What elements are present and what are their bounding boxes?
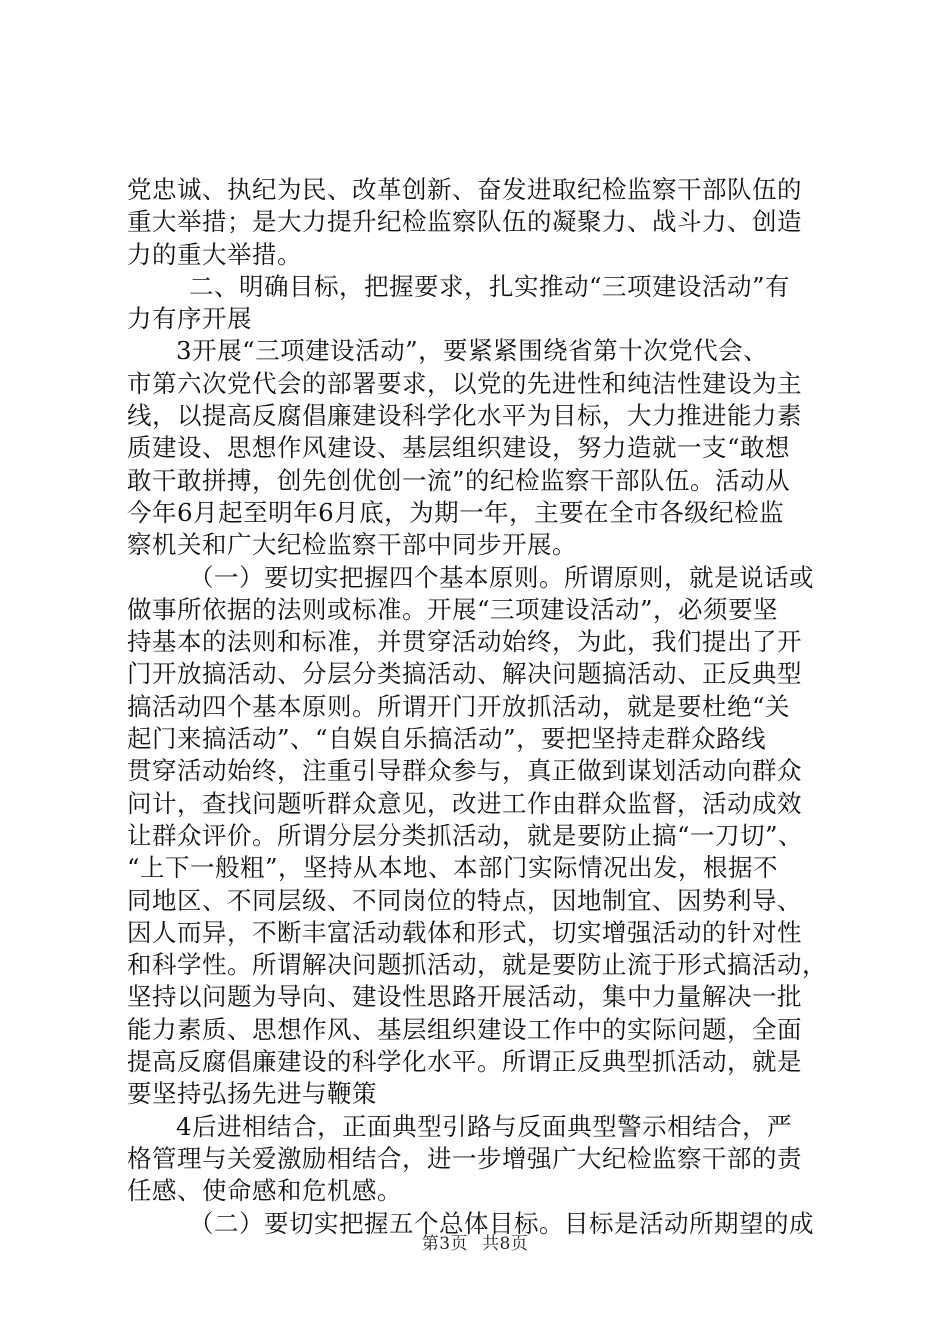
text-line: （一）要切实把握四个基本原则。所谓原则，就是说话或 — [189, 562, 814, 592]
text-line: 4后进相结合，正面典型引路与反面典型警示相结合，严 — [176, 1111, 793, 1141]
page-number: 第3页 — [421, 1234, 469, 1254]
text-line: 做事所依据的法则或标准。开展“三项建设活动”，必须要坚 — [127, 594, 779, 624]
body-text — [127, 174, 831, 1240]
text-line: 提高反腐倡廉建设的科学化水平。所谓正反典型抓活动，就是 — [127, 1047, 802, 1077]
text-line: 察机关和广大纪检监察干部中同步开展。 — [127, 530, 577, 560]
text-line: 质建设、思想作风建设、基层组织建设，努力造就一支“敢想 — [127, 433, 791, 463]
text-line: 要坚持弘扬先进与鞭策 — [127, 1079, 377, 1109]
text-line: 3开展“三项建设活动”，要紧紧围绕省第十次党代会、 — [176, 336, 769, 366]
text-line: 格管理与关爱激励相结合，进一步增强广大纪检监察干部的责 — [127, 1143, 802, 1173]
text-line: 因人而异，不断丰富活动载体和形式，切实增强活动的针对性 — [127, 917, 802, 947]
page-footer — [0, 1229, 950, 1254]
text-line: 党忠诚、执纪为民、改革创新、奋发进取纪检监察干部队伍的 — [127, 175, 802, 204]
text-line: 重大举措；是大力提升纪检监察队伍的凝聚力、战斗力、创造 — [127, 207, 802, 237]
text-line: 起门来搞活动”、“自娱自乐搞活动”，要把坚持走群众路线 — [127, 724, 767, 754]
text-line: 任感、使命感和危机感。 — [127, 1176, 402, 1206]
text-line: 贯穿活动始终，注重引导群众参与，真正做到谋划活动向群众 — [127, 756, 802, 786]
text-line: 让群众评价。所谓分层分类抓活动，就是要防止搞“一刀切”、 — [127, 820, 804, 850]
text-line: 搞活动四个基本原则。所谓开门开放抓活动，就是要杜绝“关 — [127, 691, 791, 721]
text-line: “上下一般粗”，坚持从本地、本部门实际情况出发，根据不 — [127, 853, 779, 883]
text-line: 线，以提高反腐倡廉建设科学化水平为目标，大力推进能力素 — [127, 401, 802, 431]
text-line: （二）要切实把握五个总体目标。目标是活动所期望的成 — [189, 1208, 814, 1238]
text-line: 市第六次党代会的部署要求，以党的先进性和纯洁性建设为主 — [127, 368, 802, 398]
page-total: 共8页 — [481, 1234, 529, 1254]
document-body — [127, 174, 831, 1240]
text-line: 能力素质、思想作风、基层组织建设工作中的实际问题，全面 — [127, 1014, 802, 1044]
text-line: 和科学性。所谓解决问题抓活动，就是要防止流于形式搞活动， — [127, 950, 827, 980]
text-line: 持基本的法则和标准，并贯穿活动始终，为此，我们提出了开 — [127, 627, 802, 657]
text-line: 今年6月起至明年6月底，为期一年，主要在全市各级纪检监 — [127, 497, 785, 527]
text-line: 力有序开展 — [127, 304, 252, 334]
text-line: 同地区、不同层级、不同岗位的特点，因地制宜、因势利导、 — [127, 885, 802, 915]
text-line: 二、明确目标，把握要求，扎实推动“三项建设活动”有 — [189, 271, 791, 301]
text-line: 力的重大举措。 — [127, 239, 302, 269]
text-line: 坚持以问题为导向、建设性思路开展活动，集中力量解决一批 — [127, 982, 802, 1012]
text-line: 门开放搞活动、分层分类搞活动、解决问题搞活动、正反典型 — [127, 659, 802, 689]
text-line: 敢干敢拼搏，创先创优创一流”的纪检监察干部队伍。活动从 — [127, 465, 791, 495]
text-line: 问计，查找问题听群众意见，改进工作由群众监督，活动成效 — [127, 788, 802, 818]
